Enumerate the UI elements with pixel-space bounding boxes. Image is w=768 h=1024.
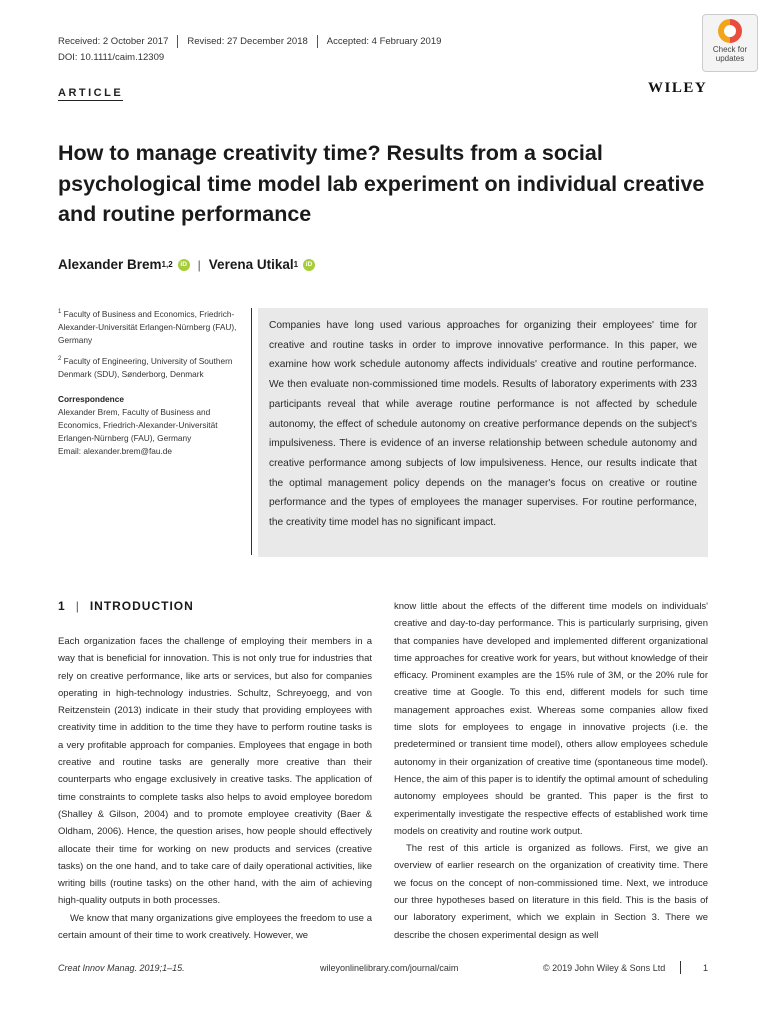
publisher-logo: WILEY: [648, 80, 708, 96]
section-title: INTRODUCTION: [89, 599, 194, 613]
author-list: [58, 257, 315, 272]
doi[interactable]: DOI: 10.1111/caim.12309: [58, 52, 165, 63]
badge-text-line1: Check for: [712, 45, 748, 54]
check-for-updates-badge[interactable]: [702, 14, 758, 72]
section-heading: [58, 599, 194, 613]
page-footer: [58, 963, 708, 977]
crossmark-icon: [718, 19, 742, 43]
orcid-icon[interactable]: iD: [303, 259, 315, 271]
affiliation-text: Faculty of Engineering, University of Southern Denmark (SDU), Sønderborg, Denmark: [58, 355, 233, 379]
article-history: [58, 35, 450, 48]
correspondence-heading: Correspondence: [58, 393, 124, 404]
section-number: 1: [58, 599, 66, 613]
copyright: © 2019 John Wiley & Sons Ltd: [543, 963, 666, 973]
badge-text-line2: updates: [715, 54, 745, 63]
page-number: 1: [703, 963, 709, 973]
affiliation-text: Faculty of Business and Economics, Friedrich-Alexander-Universität Erlangen-Nürnberg (FAU), Germany: [58, 308, 237, 345]
author-affiliation-sup: 1: [293, 260, 299, 269]
accepted-date: Accepted: 4 February 2019: [317, 35, 451, 48]
body-column-right: [394, 598, 708, 944]
affiliations: [58, 306, 248, 458]
body-column-left: [58, 633, 372, 944]
paragraph: The rest of this article is organized as follows. First, we give an overview of earlier research on the organization of creativity time. There we focus on the concept of non-commissioned time. Next, we introduce our three hypotheses based on literature in this field. This is the basis of our laboratory experiment, which we explain in Section 3. There we describe the chosen experimental design as well: [394, 843, 708, 941]
paragraph: We know that many organizations give employees the freedom to use a certain amount of their time to work creatively. However, we: [58, 912, 372, 942]
revised-date: Revised: 27 December 2018: [177, 35, 316, 48]
journal-citation: Creat Innov Manag. 2019;1–15.: [58, 963, 185, 973]
affiliation: [58, 353, 248, 381]
section-separator: |: [75, 599, 80, 613]
orcid-icon[interactable]: iD: [178, 259, 190, 271]
paragraph: Each organization faces the challenge of employing their members in a way that is beneficial for innovation. This is not only true for industries that rely on creative performance, like arts or services, but also for companies operating in high-technology industries. Schultz, Schreyoegg, and von Reitzenstein (2013) indicate in their study that providing employees with creativity time in addition to the time they have to perform routine tasks is a very profitable approach for companies. Employees that engage in both creative and routine tasks are generally more creative than their counterparts who engage exclusively in creative tasks. The application of time constraints to complete tasks also helps to avoid employee boredom (Shalley & Gilson, 2004) and to promote employee creativity (Baer & Oldham, 2006). Hence, the question arises, how people should effectively allocate their time for working on new products and services (creative tasks) on the one hand, and to take care of daily operational activities, like writing bills (routine tasks) on the other hand, with the aim of achieving high-quality outputs in both processes.: [58, 636, 372, 907]
received-date: Received: 2 October 2017: [58, 36, 169, 47]
author-name[interactable]: Alexander Brem: [58, 257, 162, 272]
article-type-label: ARTICLE: [58, 87, 124, 99]
author-affiliation-sup: 1,2: [161, 260, 173, 269]
abstract: Companies have long used various approaches for organizing their employees' time for creative and routine tasks in order to improve innovative performance. In this paper, we examine how work schedule autonomy affects individuals' creative and routine performance. We then evaluate non-commissioned time models. Results of laboratory experiments with 233 participants reveal that while average routine performance is not affected by schedule autonomy, the effect of schedule autonomy on creative performance depends on the subject's impulsiveness. There is evidence of an inverse relationship between schedule autonomy and creative performance among subjects of low impulsiveness. Hence, our results indicate that the optimal management policy depends on the manager's focus on creative or routine performance and the types of employees the manager supervises. For routine performance, the creativity time model has no significant impact.: [258, 308, 708, 557]
affiliation-sup: 2: [58, 355, 62, 362]
correspondence-email[interactable]: Email: alexander.brem@fau.de: [58, 445, 173, 456]
author-separator: |: [197, 257, 201, 272]
correspondence-text: Alexander Brem, Faculty of Business and Economics, Friedrich-Alexander-Universität Erlangen-Nürnberg (FAU), Germany: [58, 406, 218, 443]
journal-url[interactable]: wileyonlinelibrary.com/journal/caim: [320, 963, 459, 973]
abstract-divider: [251, 308, 252, 555]
paper-title: How to manage creativity time? Results from a social psychological time model lab experiment on individual creative and routine performance: [58, 141, 705, 226]
footer-divider: [680, 961, 681, 974]
paragraph: know little about the effects of the different time models on individuals' creative and day-to-day performance. This is particularly surprising, given that companies have developed and implemented different organizational time approaches for creative work for years, but without knowledge of their efficacy. Prominent examples are the 15% rule of 3M, or the 20% rule for creative time at Google. To this end, different models for such time management approaches exist. Whereas some companies allow fixed time slots for employees to engage in innovative projects (i.e. the predetermined or transient time model), others allow employees schedule autonomy in their organization of creative time (spontaneous time model). Hence, the aim of this paper is to identify the optimal amount of scheduling autonomy employees should be granted. This paper is the first to experimentally investigate the respective effects of established work time models on creativity and routine work output.: [394, 601, 708, 837]
affiliation-sup: 1: [58, 309, 62, 315]
affiliation: [58, 306, 248, 347]
author-name[interactable]: Verena Utikal: [208, 257, 294, 272]
